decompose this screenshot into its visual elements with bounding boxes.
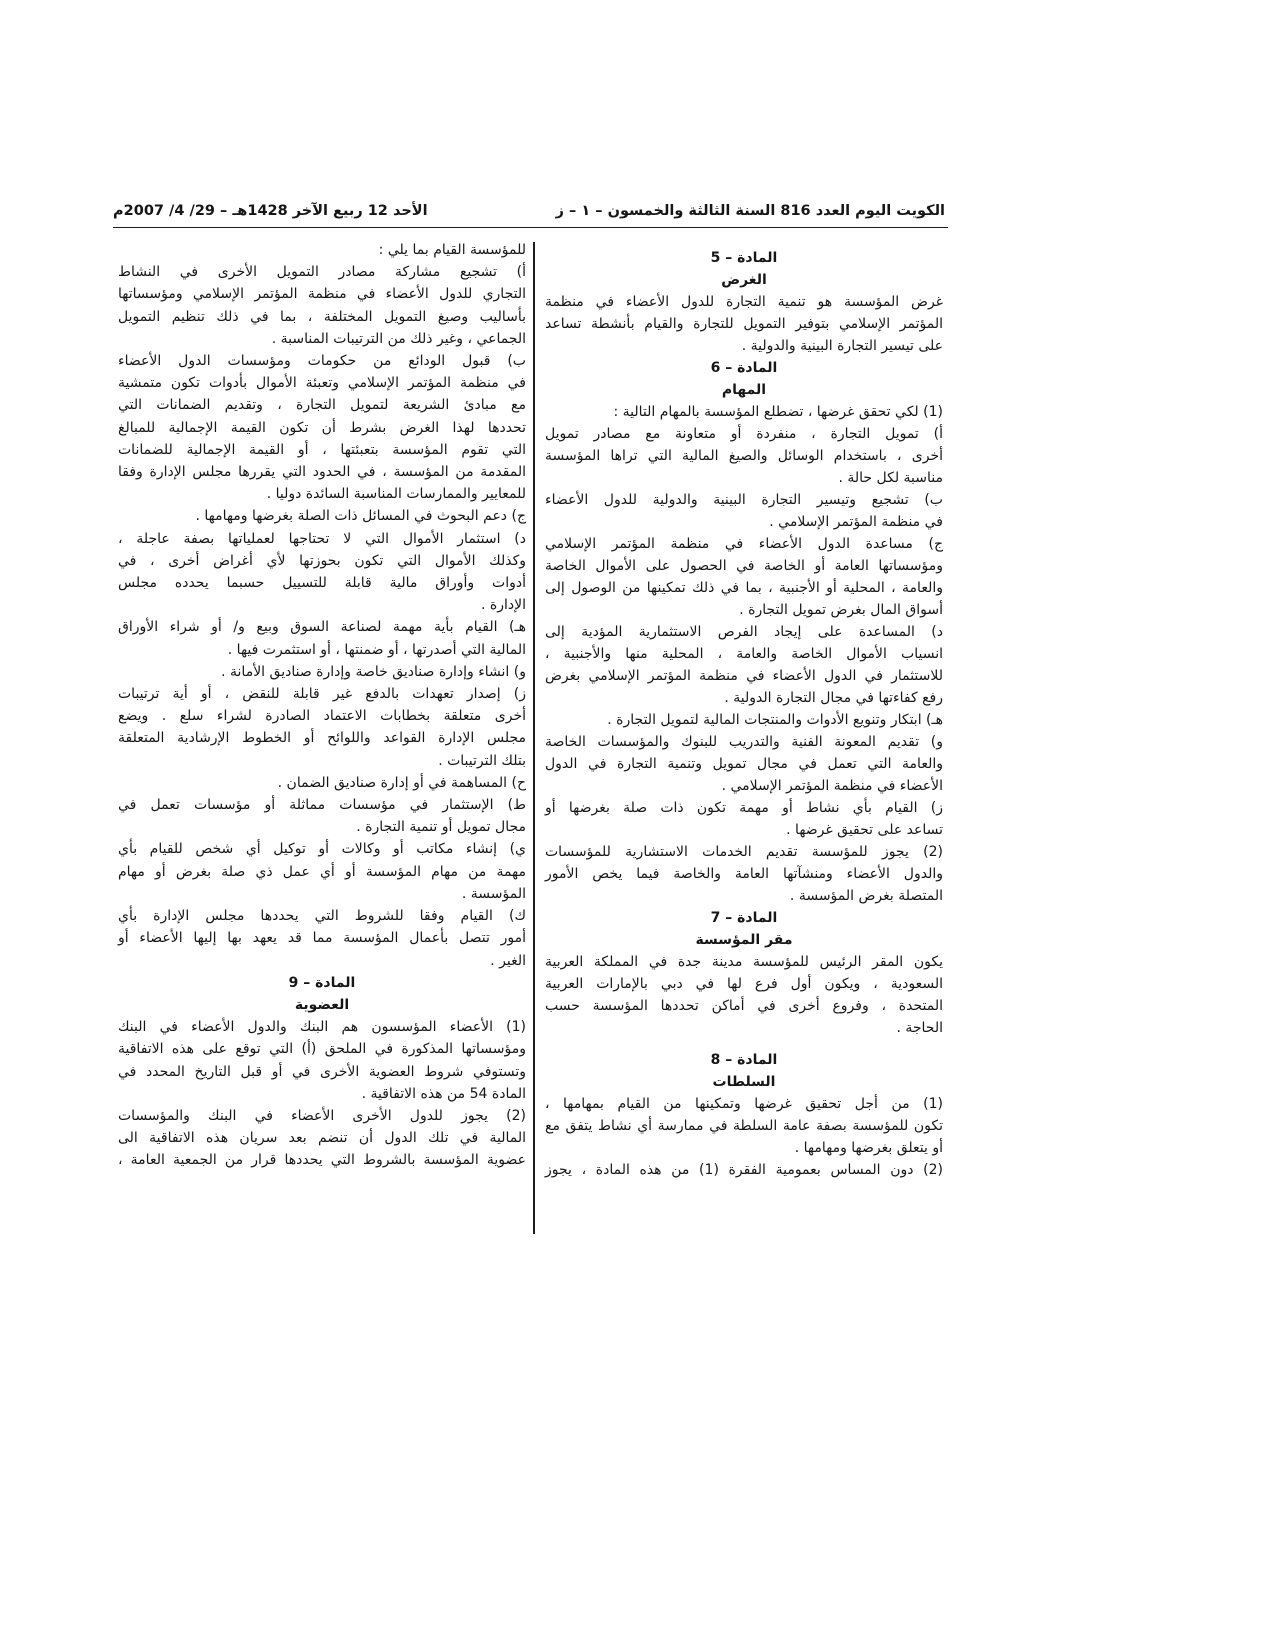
paragraph — [118, 905, 526, 972]
text-line: أ) تشجيع مشاركة مصادر التمويل الأخرى في النشاط — [118, 264, 526, 281]
text-line: التجاري للدول الأعضاء في منظمة المؤتمر الإسلامي ومؤسساتها — [118, 286, 526, 303]
article-number: المادة – 5 — [710, 250, 778, 266]
text-line: أخرى ، باستخدام الوسائل والصيغ المالية التي تراها المؤسسة — [545, 448, 943, 464]
text-line: مجال تمويل أو تنمية التجارة . — [356, 819, 526, 836]
text-line: السعودية ، ويكون أول فرع لها في دبي بالإمارات العربية — [545, 976, 943, 992]
text-line: المتصلة بغرض المؤسسة . — [789, 888, 943, 904]
text-line: المؤسسة . — [461, 885, 526, 902]
text-line: و) تقديم المعونة الفنية والتدريب للبنوك والمؤسسات الخاصة — [545, 734, 943, 750]
article-number: المادة – 6 — [710, 360, 778, 376]
text-line: مجلس الإدارة القواعد واللوائح أو الخطوط الإرشادية المتعلقة — [118, 730, 526, 747]
text-line: غرض المؤسسة هو تنمية التجارة للدول الأعضاء في منظمة — [545, 294, 943, 310]
text-line: ومؤسساتها المذكورة في الملحق (أ) التي توقع على هذه الاتفاقية — [118, 1041, 526, 1058]
text-line: عضوية المؤسسة بالشروط التي يحددها قرار من الجمعية العامة ، — [118, 1152, 526, 1169]
paragraph — [118, 350, 526, 505]
text-line: مهمة من مهام المؤسسة أو أي عمل ذي صلة بغرض أو مهام — [118, 863, 526, 880]
article-title: المهام — [721, 382, 767, 398]
paragraph — [118, 772, 526, 794]
text-line: رفع كفاءتها في مجال التجارة الدولية . — [724, 690, 943, 706]
text-line: المالية التي أصدرتها ، أو ضمنتها ، أو استثمرت فيها . — [227, 641, 526, 658]
paragraph — [118, 838, 526, 905]
paragraph — [545, 533, 943, 621]
text-line: المادة 54 من هذه الاتفاقية . — [361, 1085, 526, 1102]
paragraph — [545, 731, 943, 797]
article-number: المادة – 9 — [288, 974, 356, 991]
paragraph — [545, 401, 943, 423]
text-line: أ) تمويل التجارة ، منفردة أو متعاونة مع مصادر تمويل — [545, 426, 943, 442]
text-line: أمور تتصل بأعمال المؤسسة مما قد يعهد بها إليها الأعضاء أو — [118, 930, 526, 947]
text-line: انسياب الأموال الخاصة والعامة ، المحلية منها والأجنبية ، — [545, 646, 943, 662]
text-line: أو يتعلق بغرضها ومهامها . — [794, 1140, 943, 1156]
paragraph — [118, 794, 526, 838]
text-line: ك) القيام وفقا للشروط التي يحددها مجلس الإدارة بأي — [118, 908, 526, 925]
text-line: للمؤسسة القيام بما يلي : — [378, 242, 526, 258]
text-line: (2) دون المساس بعمومية الفقرة (1) من هذه المادة ، يجوز — [545, 1162, 943, 1178]
text-line: والعامة التي تعمل في مجال تمويل وتنمية التجارة في الدول — [545, 756, 943, 772]
paragraph — [118, 1016, 526, 1105]
paragraph — [118, 239, 526, 261]
text-line: وتستوفي شروط العضوية الأخرى في أو قبل التاريخ المحدد في — [118, 1063, 526, 1080]
text-line: التي تقوم المؤسسة بتعبئتها ، أو القيمة الإجمالية للضمانات — [118, 441, 526, 458]
text-line: (1) الأعضاء المؤسسون هم البنك والدول الأعضاء في البنك — [118, 1019, 526, 1036]
text-line: (2) يجوز للدول الأخرى الأعضاء في البنك والمؤسسات — [118, 1107, 526, 1124]
text-line: ي) إنشاء مكاتب أو وكالات أو توكيل أي شخص للقيام بأي — [118, 841, 526, 858]
paragraph — [545, 489, 943, 533]
right-column — [545, 247, 943, 1181]
paragraph — [545, 951, 943, 1039]
text-line: هـ) ابتكار وتنويع الأدوات والمنتجات المالية لتمويل التجارة . — [607, 712, 943, 728]
text-line: (2) يجوز للمؤسسة تقديم الخدمات الاستشارية للمؤسسات — [545, 844, 943, 860]
text-line: أدوات وأوراق مالية قابلة للتسييل حسبما يحدده مجلس — [118, 575, 526, 592]
text-line: تحددها لهذا الغرض بشرط أن تكون القيمة الإجمالية للمبالغ — [118, 419, 526, 436]
paragraph — [545, 1093, 943, 1159]
article-title: الغرض — [721, 272, 767, 288]
text-line: أسواق المال بغرض تمويل التجارة . — [739, 602, 943, 618]
text-line: تكون للمؤسسة بصفة عامة السلطة في ممارسة أي نشاط يتفق مع — [545, 1118, 943, 1134]
paragraph — [118, 261, 526, 350]
text-line: يكون المقر الرئيس للمؤسسة مدينة جدة في المملكة العربية — [545, 954, 943, 970]
text-line: الغير . — [490, 952, 526, 969]
text-line: ومؤسساتها العامة أو الخاصة في الحصول على الأموال الخاصة — [545, 558, 943, 574]
paragraph — [118, 683, 526, 772]
text-line: ط) الإستثمار في مؤسسات مماثلة أو مؤسسات تعمل في — [118, 797, 526, 814]
text-line: ح) المساهمة في أو إدارة صناديق الضمان . — [277, 774, 526, 791]
text-line: بأساليب وصيغ التمويل المختلفة ، بما في ذلك تنظيم التمويل — [118, 308, 526, 325]
text-line: في منظمة المؤتمر الإسلامي وتعبئة الأموال بأدوات تكون متمشية — [118, 375, 526, 392]
text-line: الجماعي ، وغير ذلك من الترتيبات المناسبة . — [271, 330, 526, 347]
text-line: المقدمة من المؤسسة ، في الحدود التي يقررها مجلس الإدارة وفقا — [118, 464, 526, 481]
text-line: وكذلك الأموال التي تكون بحوزتها لأي أغراض أخرى ، في — [118, 552, 526, 569]
article-number: المادة – 8 — [710, 1052, 778, 1068]
paragraph — [545, 1159, 943, 1181]
text-line: المالية في تلك الدول أن تنضم بعد سريان هذه الاتفاقية الى — [118, 1130, 526, 1147]
text-line: والعامة ، المحلية أو الأجنبية ، بما في ذلك تمكينها من الوصول إلى — [545, 580, 943, 596]
text-line: ج) مساعدة الدول الأعضاء في منظمة المؤتمر الإسلامي — [545, 536, 943, 552]
article-title: مقر المؤسسة — [695, 932, 793, 948]
text-line: الأعضاء في منظمة المؤتمر الإسلامي . — [721, 778, 943, 794]
text-line: ب) قبول الودائع من حكومات ومؤسسات الدول الأعضاء — [118, 353, 526, 370]
article — [118, 972, 526, 1172]
paragraph — [545, 709, 943, 731]
text-line: ز) القيام بأي نشاط أو مهمة تكون ذات صلة بغرضها أو — [545, 800, 943, 816]
text-line: هـ) القيام بأية مهمة لصناعة السوق وبيع و/ أو شراء الأوراق — [118, 619, 526, 636]
text-line: بتلك الترتيبات . — [438, 752, 526, 769]
text-line: مع مبادئ الشريعة لتمويل التجارة ، وتقديم الضمانات التي — [118, 397, 526, 414]
paragraph — [118, 505, 526, 527]
text-line: للمعايير والممارسات المناسبة السائدة دوليا . — [266, 486, 526, 503]
gazette-issue-info: الكويت اليوم العدد 816 السنة الثالثة والخمسون – ١ – ز — [555, 203, 945, 219]
text-line: المتحدة ، وفروع أخرى في أماكن تحددها المؤسسة حسب — [545, 998, 943, 1014]
header-rule — [113, 227, 948, 228]
paragraph — [118, 528, 526, 617]
text-line: د) المساعدة على إيجاد الفرص الاستثمارية المؤدية إلى — [545, 624, 943, 640]
paragraph — [118, 661, 526, 683]
continued-text — [118, 239, 526, 972]
text-line: ب) تشجيع وتيسير التجارة البينية والدولية للدول الأعضاء — [545, 492, 943, 508]
paragraph — [545, 621, 943, 709]
column-divider — [533, 242, 535, 1234]
text-line: على تيسير التجارة البينية والدولية . — [741, 338, 943, 354]
text-line: الحاجة . — [896, 1020, 943, 1036]
article — [545, 357, 943, 907]
paragraph — [545, 291, 943, 357]
paragraph — [545, 797, 943, 841]
article — [545, 907, 943, 1039]
text-line: المؤتمر الإسلامي بتوفير التمويل للتجارة والقيام بأنشطة تساعد — [545, 316, 943, 332]
paragraph — [545, 841, 943, 907]
text-line: تساعد على تحقيق غرضها . — [786, 822, 943, 838]
text-line: ج) دعم البحوث في المسائل ذات الصلة بغرضها ومهامها . — [195, 508, 526, 525]
article-title: العضوية — [294, 996, 350, 1013]
text-line: (1) من أجل تحقيق غرضها وتمكينها من القيام بمهامها ، — [545, 1096, 943, 1112]
text-line: مناسبة لكل حالة . — [838, 470, 943, 486]
paragraph — [545, 423, 943, 489]
paragraph — [118, 616, 526, 660]
article — [545, 1049, 943, 1181]
text-line: و) انشاء وإدارة صناديق خاصة وإدارة صناديق الأمانة . — [221, 663, 526, 680]
article-title: السلطات — [712, 1074, 776, 1090]
gazette-date: الأحد 12 ربيع الآخر 1428هـ – 29/ 4/ 2007م — [113, 203, 428, 219]
text-line: (1) لكي تحقق غرضها ، تضطلع المؤسسة بالمهام التالية : — [613, 404, 943, 420]
text-line: الإدارة . — [481, 597, 526, 614]
text-line: للاستثمار في الدول الأعضاء في منظمة المؤتمر الإسلامي بغرض — [545, 668, 943, 684]
paragraph — [118, 1105, 526, 1172]
left-column — [118, 239, 526, 1172]
text-line: أخرى متعلقة بخطابات الاعتماد الصادرة لشراء سلع . ويضع — [118, 708, 526, 725]
text-line: ز) إصدار تعهدات بالدفع غير قابلة للنقض ، أو أية ترتيبات — [118, 686, 526, 703]
text-line: د) استثمار الأموال التي لا تحتاجها لعملياتها بصفة عاجلة ، — [118, 530, 526, 547]
text-line: في منظمة المؤتمر الإسلامي . — [769, 514, 943, 530]
text-line: والدول الأعضاء ومنشآتها العامة والخاصة فيما يخص الأمور — [545, 866, 943, 882]
article — [545, 247, 943, 357]
article-number: المادة – 7 — [710, 910, 778, 926]
